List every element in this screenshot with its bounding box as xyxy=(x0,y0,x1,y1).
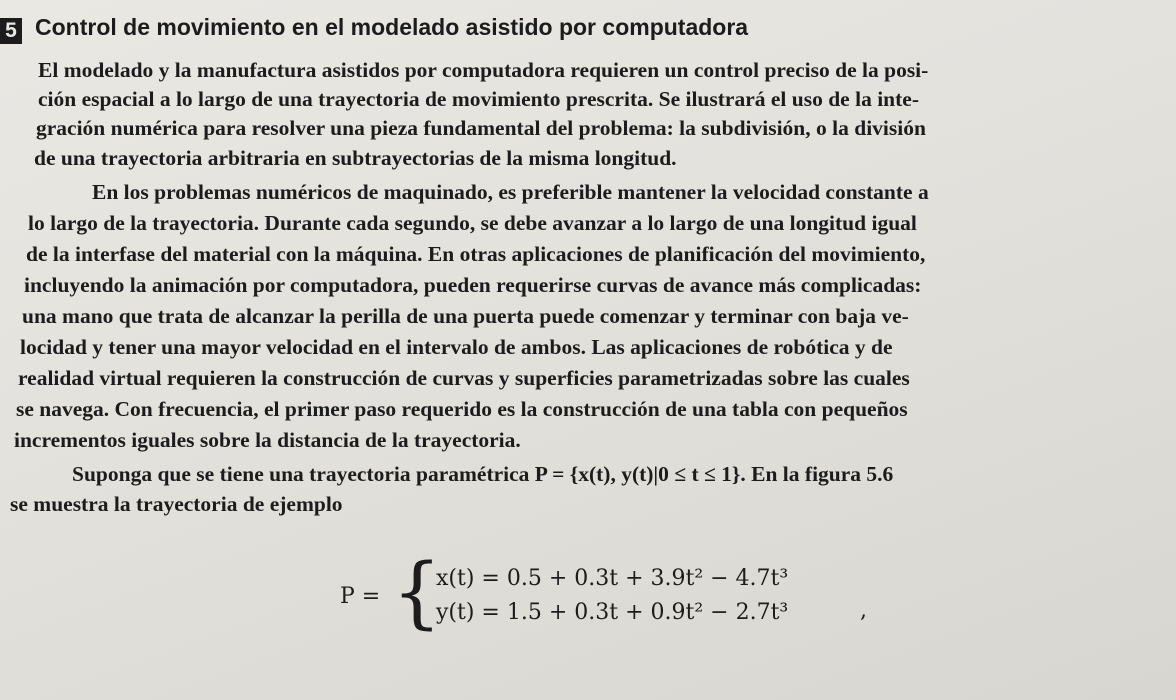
paragraph-line: ción espacial a lo largo de una trayectoria de movimiento prescrita. Se ilustrará el uso de la inte- xyxy=(38,87,919,111)
paragraph-line: En los problemas numéricos de maquinado, es preferible mantener la velocidad constante a xyxy=(92,180,929,204)
paragraph-line: se navega. Con frecuencia, el primer paso requerido es la construcción de una tabla con pequeños xyxy=(16,397,908,421)
formula-trailing-comma: , xyxy=(860,598,867,623)
paragraph-line: gración numérica para resolver una pieza fundamental del problema: la subdivisión, o la división xyxy=(36,116,926,140)
formula-lhs: P = xyxy=(340,584,381,609)
equation-x: x(t) = 0.5 + 0.3t + 3.9t² − 4.7t³ xyxy=(436,566,789,591)
paragraph-line: El modelado y la manufactura asistidos por computadora requieren un control preciso de la posi- xyxy=(38,58,929,82)
paragraph-line: realidad virtual requieren la construcción de curvas y superficies parametrizadas sobre las cuales xyxy=(18,366,910,390)
equation-y: y(t) = 1.5 + 0.3t + 0.9t² − 2.7t³ xyxy=(436,600,789,625)
paragraph-line: locidad y tener una mayor velocidad en el intervalo de ambos. Las aplicaciones de robótica y de xyxy=(20,335,893,359)
paragraph-line: lo largo de la trayectoria. Durante cada segundo, se debe avanzar a lo largo de una longitud igual xyxy=(28,211,917,235)
paragraph-line: de una trayectoria arbitraria en subtrayectorias de la misma longitud. xyxy=(34,146,677,170)
paragraph-line: incluyendo la animación por computadora, pueden requerirse curvas de avance más complicadas: xyxy=(24,273,922,297)
left-brace: { xyxy=(392,548,442,638)
section-number-badge: 5 xyxy=(0,18,22,44)
paragraph-line: una mano que trata de alcanzar la perilla de una puerta puede comenzar y terminar con baja ve- xyxy=(22,304,909,328)
paragraph-line: de la interfase del material con la máquina. En otras aplicaciones de planificación del movimiento, xyxy=(26,242,926,266)
paragraph-line: Suponga que se tiene una trayectoria paramétrica P = {x(t), y(t)|0 ≤ t ≤ 1}. En la figura 5.6 xyxy=(72,462,894,486)
paragraph-line: incrementos iguales sobre la distancia de la trayectoria. xyxy=(14,428,521,452)
paragraph-line: se muestra la trayectoria de ejemplo xyxy=(10,492,343,516)
parametric-equations xyxy=(340,548,900,640)
section-heading: Control de movimiento en el modelado asistido por computadora xyxy=(35,14,749,40)
